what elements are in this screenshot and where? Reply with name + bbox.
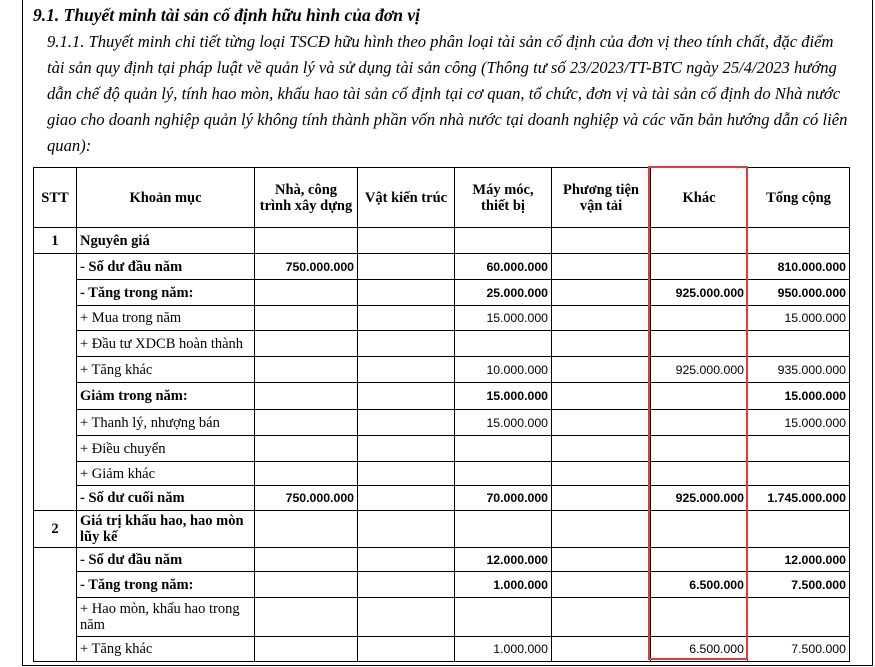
row-label: + Giảm khác — [77, 462, 255, 486]
cell-tong-cong: 15.000.000 — [748, 306, 850, 331]
cell-nha-cong-trinh — [255, 598, 358, 637]
empty-cell — [748, 511, 850, 548]
stt-cell: 2 — [34, 511, 77, 548]
cell-vat-kien-truc — [358, 410, 455, 436]
cell-may-moc: 1.000.000 — [455, 572, 552, 598]
cell-nha-cong-trinh — [255, 410, 358, 436]
cell-may-moc — [455, 331, 552, 357]
cell-tong-cong: 935.000.000 — [748, 357, 850, 383]
cell-phuong-tien — [552, 637, 651, 662]
cell-phuong-tien — [552, 254, 651, 280]
cell-may-moc: 25.000.000 — [455, 280, 552, 306]
cell-nha-cong-trinh — [255, 436, 358, 462]
stt-cell — [34, 486, 77, 511]
row-label: - Tăng trong năm: — [77, 572, 255, 598]
empty-cell — [358, 511, 455, 548]
cell-khac — [651, 548, 748, 572]
cell-khac: 6.500.000 — [651, 637, 748, 662]
cell-nha-cong-trinh — [255, 306, 358, 331]
cell-may-moc: 15.000.000 — [455, 306, 552, 331]
stt-cell — [34, 280, 77, 306]
table-row — [34, 357, 850, 383]
cell-khac — [651, 383, 748, 410]
cell-phuong-tien — [552, 280, 651, 306]
cell-nha-cong-trinh — [255, 357, 358, 383]
fixed-assets-table — [33, 167, 850, 662]
cell-vat-kien-truc — [358, 598, 455, 637]
cell-phuong-tien — [552, 410, 651, 436]
cell-nha-cong-trinh: 750.000.000 — [255, 486, 358, 511]
row-label: + Mua trong năm — [77, 306, 255, 331]
row-label: + Đầu tư XDCB hoàn thành — [77, 331, 255, 357]
table-row — [34, 462, 850, 486]
header-nha-cong-trinh: Nhà, công trình xây dựng — [255, 168, 358, 228]
cell-may-moc: 70.000.000 — [455, 486, 552, 511]
cell-tong-cong: 15.000.000 — [748, 410, 850, 436]
stt-cell — [34, 306, 77, 331]
header-phuong-tien: Phương tiện vận tải — [552, 168, 651, 228]
cell-may-moc: 10.000.000 — [455, 357, 552, 383]
empty-cell — [552, 228, 651, 254]
cell-may-moc: 1.000.000 — [455, 637, 552, 662]
cell-nha-cong-trinh — [255, 383, 358, 410]
empty-cell — [651, 228, 748, 254]
cell-phuong-tien — [552, 572, 651, 598]
table-row — [34, 548, 850, 572]
empty-cell — [748, 228, 850, 254]
cell-nha-cong-trinh — [255, 331, 358, 357]
cell-phuong-tien — [552, 486, 651, 511]
row-label: Giảm trong năm: — [77, 383, 255, 410]
table-row — [34, 410, 850, 436]
cell-tong-cong: 12.000.000 — [748, 548, 850, 572]
cell-tong-cong: 15.000.000 — [748, 383, 850, 410]
cell-tong-cong: 7.500.000 — [748, 637, 850, 662]
stt-cell — [34, 410, 77, 436]
cell-may-moc: 60.000.000 — [455, 254, 552, 280]
cell-tong-cong — [748, 598, 850, 637]
cell-phuong-tien — [552, 436, 651, 462]
stt-cell — [34, 548, 77, 572]
cell-tong-cong: 950.000.000 — [748, 280, 850, 306]
stt-cell — [34, 572, 77, 598]
row-label: - Số dư đầu năm — [77, 548, 255, 572]
empty-cell — [455, 511, 552, 548]
cell-vat-kien-truc — [358, 637, 455, 662]
header-khac: Khác — [651, 168, 748, 228]
stt-cell — [34, 637, 77, 662]
cell-nha-cong-trinh — [255, 548, 358, 572]
cell-vat-kien-truc — [358, 486, 455, 511]
cell-khac: 925.000.000 — [651, 357, 748, 383]
section-header-row — [34, 228, 850, 254]
cell-tong-cong — [748, 462, 850, 486]
cell-vat-kien-truc — [358, 331, 455, 357]
table-row — [34, 436, 850, 462]
cell-nha-cong-trinh — [255, 280, 358, 306]
row-label: + Thanh lý, nhượng bán — [77, 410, 255, 436]
cell-phuong-tien — [552, 548, 651, 572]
cell-phuong-tien — [552, 357, 651, 383]
header-khoan-muc: Khoản mục — [77, 168, 255, 228]
empty-cell — [255, 511, 358, 548]
header-may-moc: Máy móc, thiết bị — [455, 168, 552, 228]
cell-khac — [651, 306, 748, 331]
cell-tong-cong — [748, 331, 850, 357]
cell-vat-kien-truc — [358, 462, 455, 486]
cell-khac: 925.000.000 — [651, 486, 748, 511]
row-label: + Hao mòn, khấu hao trong năm — [77, 598, 255, 637]
cell-vat-kien-truc — [358, 254, 455, 280]
stt-cell — [34, 462, 77, 486]
cell-may-moc: 15.000.000 — [455, 383, 552, 410]
cell-vat-kien-truc — [358, 572, 455, 598]
section-header-row — [34, 511, 850, 548]
table-row — [34, 280, 850, 306]
cell-khac — [651, 331, 748, 357]
header-stt: STT — [34, 168, 77, 228]
table-row — [34, 486, 850, 511]
stt-cell — [34, 436, 77, 462]
section-heading: 9.1. Thuyết minh tài sản cố định hữu hình của đơn vị — [33, 5, 420, 25]
table-row — [34, 572, 850, 598]
stt-cell — [34, 598, 77, 637]
section-description: 9.1.1. Thuyết minh chi tiết từng loại TSCĐ hữu hình theo phân loại tài sản cố định của đơn vị theo tính chất, đặc điểm tài sản quy định tại pháp luật về quản lý và sử dụng tài sản công (Thông tư số 23/2023/TT-BTC ngày 25/4/2023 hướng dẫn chế độ quản lý, tính hao mòn, khấu hao tài sản cố định tại cơ quan, tổ chức, đơn vị và tài sản cố định do Nhà nước giao cho doanh nghiệp quản lý không tính thành phần vốn nhà nước tại doanh nghiệp và các văn bản hướng dẫn có liên quan): — [47, 32, 848, 155]
cell-khac — [651, 462, 748, 486]
cell-vat-kien-truc — [358, 357, 455, 383]
stt-cell — [34, 383, 77, 410]
cell-may-moc — [455, 462, 552, 486]
cell-may-moc — [455, 436, 552, 462]
cell-vat-kien-truc — [358, 306, 455, 331]
cell-phuong-tien — [552, 598, 651, 637]
cell-khac — [651, 410, 748, 436]
cell-nha-cong-trinh: 750.000.000 — [255, 254, 358, 280]
cell-vat-kien-truc — [358, 280, 455, 306]
cell-phuong-tien — [552, 331, 651, 357]
table-row — [34, 383, 850, 410]
cell-tong-cong: 1.745.000.000 — [748, 486, 850, 511]
row-label: - Số dư cuối năm — [77, 486, 255, 511]
row-label: + Tăng khác — [77, 637, 255, 662]
stt-cell: 1 — [34, 228, 77, 254]
cell-phuong-tien — [552, 462, 651, 486]
empty-cell — [552, 511, 651, 548]
stt-cell — [34, 357, 77, 383]
cell-khac — [651, 598, 748, 637]
cell-khac: 6.500.000 — [651, 572, 748, 598]
cell-may-moc: 12.000.000 — [455, 548, 552, 572]
cell-may-moc: 15.000.000 — [455, 410, 552, 436]
row-label: - Tăng trong năm: — [77, 280, 255, 306]
cell-vat-kien-truc — [358, 383, 455, 410]
cell-nha-cong-trinh — [255, 637, 358, 662]
cell-may-moc — [455, 598, 552, 637]
table-row — [34, 306, 850, 331]
section-title: Nguyên giá — [77, 228, 255, 254]
row-label: + Tăng khác — [77, 357, 255, 383]
cell-tong-cong: 7.500.000 — [748, 572, 850, 598]
table-row — [34, 637, 850, 662]
empty-cell — [358, 228, 455, 254]
cell-phuong-tien — [552, 383, 651, 410]
cell-khac — [651, 436, 748, 462]
header-tong-cong: Tổng cộng — [748, 168, 850, 228]
empty-cell — [455, 228, 552, 254]
empty-cell — [255, 228, 358, 254]
cell-khac: 925.000.000 — [651, 280, 748, 306]
header-vat-kien-truc: Vật kiến trúc — [358, 168, 455, 228]
cell-tong-cong: 810.000.000 — [748, 254, 850, 280]
cell-tong-cong — [748, 436, 850, 462]
section-title: Giá trị khấu hao, hao mòn lũy kế — [77, 511, 255, 548]
stt-cell — [34, 254, 77, 280]
empty-cell — [651, 511, 748, 548]
table-row — [34, 254, 850, 280]
cell-khac — [651, 254, 748, 280]
table-header-row — [34, 168, 850, 228]
row-label: - Số dư đầu năm — [77, 254, 255, 280]
stt-cell — [34, 331, 77, 357]
cell-nha-cong-trinh — [255, 462, 358, 486]
cell-vat-kien-truc — [358, 548, 455, 572]
cell-nha-cong-trinh — [255, 572, 358, 598]
table-row — [34, 598, 850, 637]
table-row — [34, 331, 850, 357]
row-label: + Điều chuyển — [77, 436, 255, 462]
cell-phuong-tien — [552, 306, 651, 331]
cell-vat-kien-truc — [358, 436, 455, 462]
